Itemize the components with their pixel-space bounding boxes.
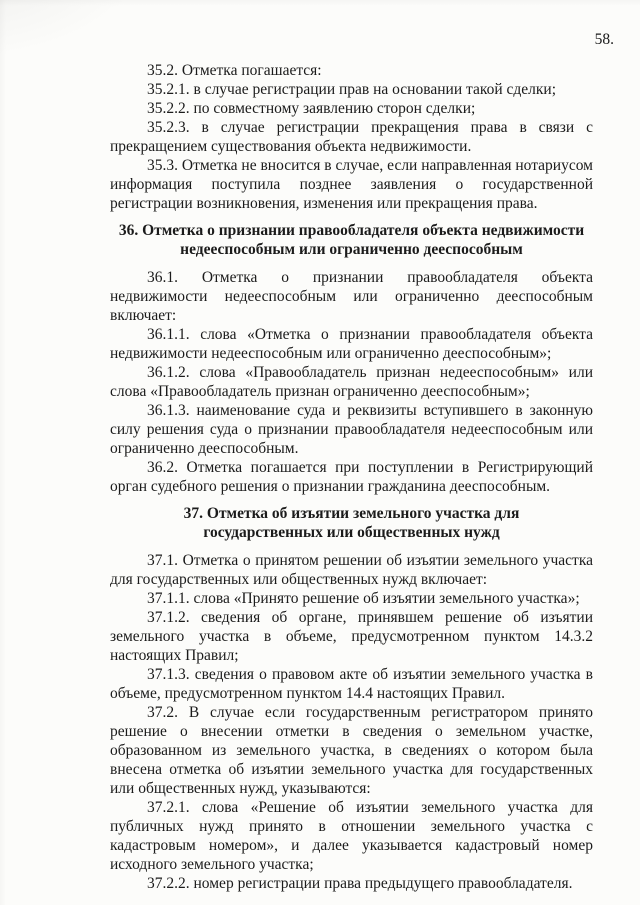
paragraph-36-1-2: 36.1.2. слова «Правообладатель признан недееспособным» или слова «Правообладатель признан ограниченно дееспособным»; xyxy=(110,364,593,400)
paragraph-35-2: 35.2. Отметка погашается: xyxy=(147,62,322,79)
section-36-heading-line-1: 36. Отметка о признании правообладателя объекта недвижимости xyxy=(118,222,585,239)
paragraph-37-1: 37.1. Отметка о принятом решении об изъятии земельного участка для государственных или общественных нужд включает: xyxy=(110,552,593,588)
page-number: 58. xyxy=(594,31,614,48)
paragraph-35-3: 35.3. Отметка не вносится в случае, если направленная нотариусом информация поступила позднее заявления о государственной регистрации возникновения, изменения или прекращения права. xyxy=(110,157,593,212)
paragraph-37-2-2: 37.2.2. номер регистрации права предыдущего правообладателя. xyxy=(147,875,573,892)
document-body xyxy=(110,61,593,893)
section-37-heading-line-2: государственных или общественных нужд xyxy=(203,524,500,541)
paragraph-37-1-3: 37.1.3. сведения о правовом акте об изъятии земельного участка в объеме, предусмотренном пунктом 14.4 настоящих Правил. xyxy=(110,666,593,702)
section-37-heading xyxy=(110,504,593,542)
paragraph-37-1-2: 37.1.2. сведения об органе, принявшем решение об изъятии земельного участка в объеме, предусмотренном пунктом 14.3.2 настоящих Правил; xyxy=(110,609,593,664)
section-37-heading-line-1: 37. Отметка об изъятии земельного участка для xyxy=(183,505,520,522)
paragraph-36-1-1: 36.1.1. слова «Отметка о признании правообладателя объекта недвижимости недееспособным или ограниченно дееспособным»; xyxy=(110,326,593,362)
paragraph-36-2: 36.2. Отметка погашается при поступлении в Регистрирующий орган судебного решения о признании гражданина дееспособным. xyxy=(110,459,593,495)
paragraph-35-2-3: 35.2.3. в случае регистрации прекращения права в связи с прекращением существования объекта недвижимости. xyxy=(110,119,593,155)
paragraph-37-2: 37.2. В случае если государственным регистратором принято решение о внесении отметки в сведения о земельном участке, образованном из земельного участка, в сведениях о котором была внесена отметка об изъятии земельного участка для государственных или общественных нужд, указываются: xyxy=(110,704,593,797)
paragraph-35-2-1: 35.2.1. в случае регистрации прав на основании такой сделки; xyxy=(147,81,557,98)
section-36-heading xyxy=(110,221,593,259)
paragraph-37-1-1: 37.1.1. слова «Принято решение об изъятии земельного участка»; xyxy=(147,590,580,607)
paragraph-35-2-2: 35.2.2. по совместному заявлению сторон сделки; xyxy=(147,100,476,117)
paragraph-36-1: 36.1. Отметка о признании правообладателя объекта недвижимости недееспособным или ограниченно дееспособным включает: xyxy=(110,269,593,324)
paragraph-36-1-3: 36.1.3. наименование суда и реквизиты вступившего в законную силу решения суда о признании правообладателя недееспособным или ограниченно дееспособным. xyxy=(110,402,593,457)
paragraph-37-2-1: 37.2.1. слова «Решение об изъятии земельного участка для публичных нужд принято в отношении земельного участка с кадастровым номером», и далее указывается кадастровый номер исходного земельного участка; xyxy=(110,799,593,873)
section-36-heading-line-2: недееспособным или ограниченно дееспособным xyxy=(180,241,523,258)
